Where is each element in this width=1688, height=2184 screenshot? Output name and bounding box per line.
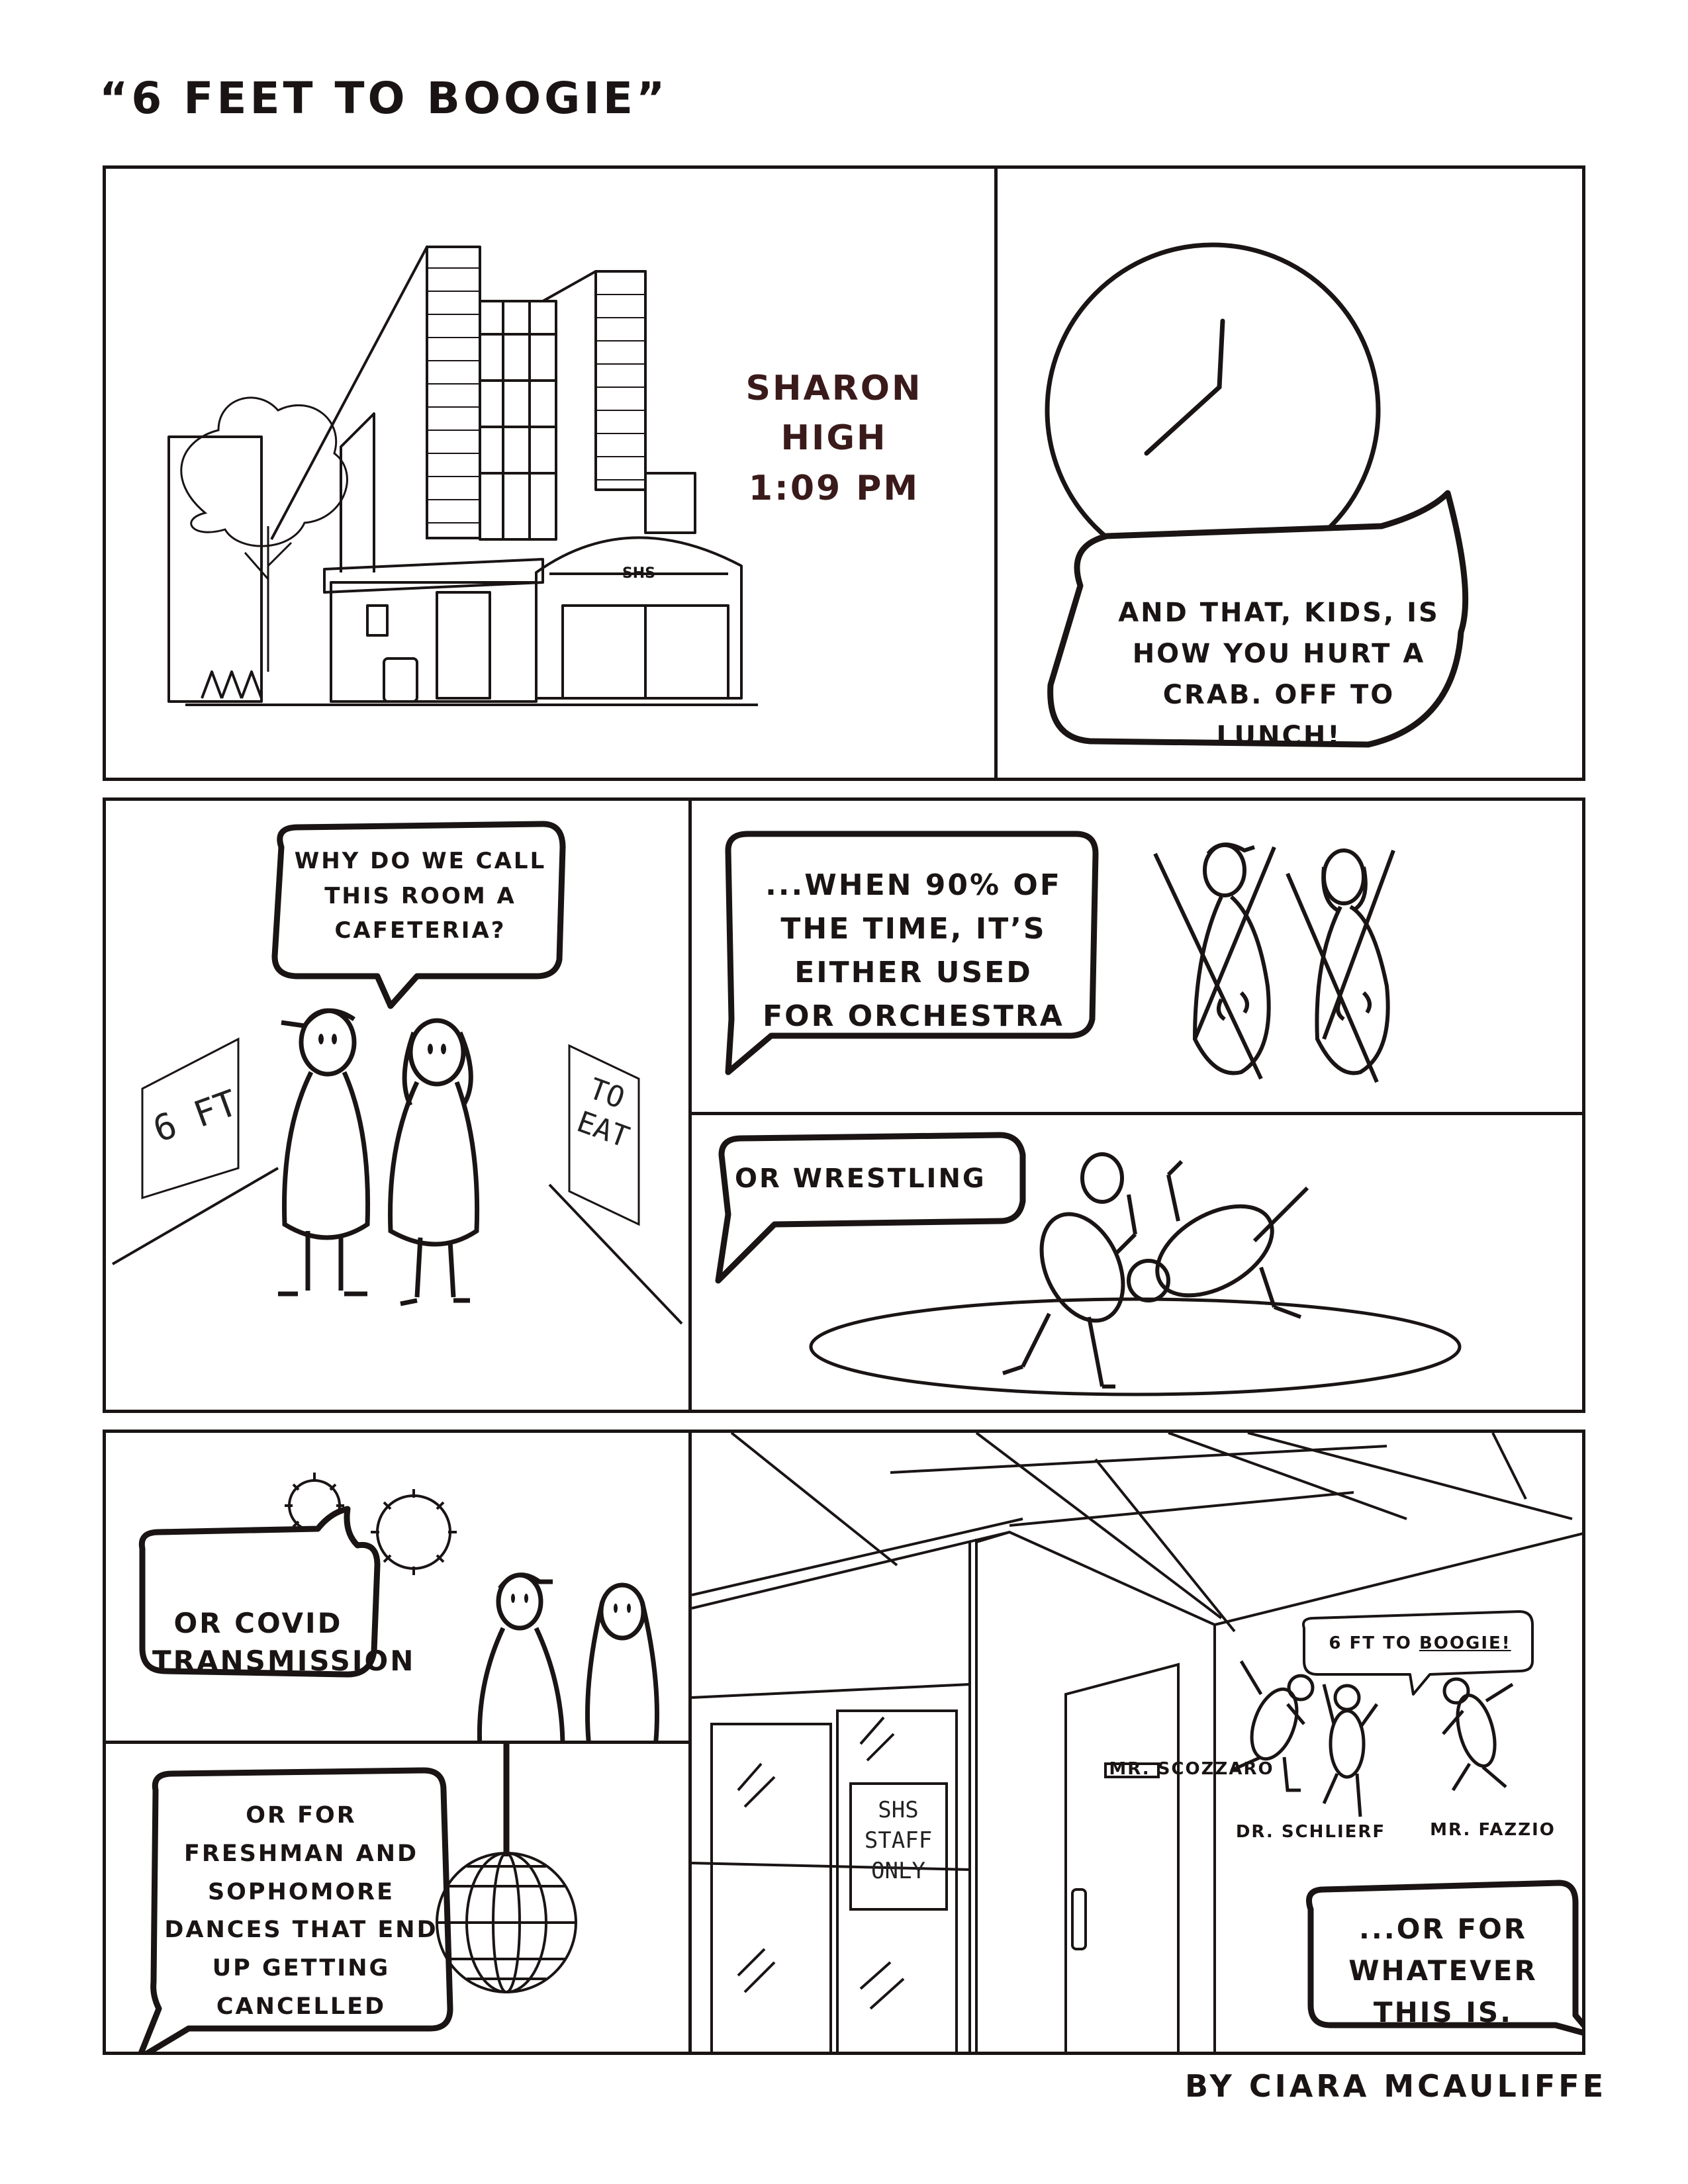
- student-with-cap: [479, 1575, 563, 1744]
- panel-school-building: [103, 165, 998, 781]
- panel-dances: [103, 1741, 692, 2055]
- panel-orchestra: [688, 797, 1585, 1115]
- panel-cafeteria: [103, 797, 692, 1413]
- boogie-speech: [1314, 1630, 1526, 1657]
- orchestra-speech: ...WHEN 90% OF THE TIME, IT’S EITHER USED FOR ORCHESTRA: [763, 868, 1064, 1033]
- name-schlierf: DR. SCHLIERF: [1235, 1822, 1386, 1842]
- panel-wrestling: [688, 1112, 1585, 1413]
- time-caption: [715, 364, 953, 514]
- clock-hands: [1147, 321, 1223, 453]
- cafeteria-question: WHY DO WE CALL THIS ROOM A CAFETERIA?: [294, 848, 547, 944]
- sign-6ft-text: 6 FT: [148, 1081, 243, 1151]
- cello-player-1: [1155, 844, 1274, 1079]
- sign-to-eat-line2: EAT: [572, 1105, 634, 1155]
- wrestling-mat: [811, 1299, 1460, 1394]
- student-long-hair: [588, 1585, 657, 1744]
- staff-only-sign-text: [859, 1796, 938, 1887]
- panel-hallway: [688, 1430, 1585, 2055]
- staff-sign-line1: SHS: [878, 1797, 919, 1823]
- wrestler-2: [1129, 1161, 1307, 1317]
- covid-speech: OR COVID TRANSMISSION: [152, 1607, 416, 1677]
- author-byline: BY CIARA MCAULIFFE: [1185, 2068, 1607, 2104]
- sign-to-eat-line1: TO: [585, 1071, 630, 1116]
- whatever-speech: ...OR FOR WHATEVER THIS IS.: [1348, 1913, 1538, 2028]
- teacher-schlierf: [1324, 1684, 1377, 1817]
- student-long-hair: [391, 1021, 477, 1304]
- teacher-fazzio: [1443, 1679, 1513, 1790]
- staff-sign-line3: ONLY: [871, 1857, 925, 1884]
- tree-icon: [181, 398, 348, 672]
- student-with-cap: [278, 1011, 368, 1294]
- panel-clock: [994, 165, 1585, 781]
- building-sign-text: SHS: [622, 565, 656, 582]
- wrestling-speech: OR WRESTLING: [735, 1163, 986, 1194]
- caption-location: SHARON HIGH: [745, 369, 923, 459]
- name-scozzaro: MR. SCOZZARO: [1109, 1759, 1274, 1779]
- disco-ball-icon: [437, 1853, 576, 1992]
- teacher-speech: AND THAT, KIDS, IS HOW YOU HURT A CRAB. OFF TO LUNCH!: [1118, 598, 1440, 751]
- boogie-speech-prefix: 6 FT TO: [1329, 1633, 1419, 1653]
- name-fazzio: MR. FAZZIO: [1430, 1820, 1556, 1840]
- caption-time: 1:09 PM: [748, 468, 920, 508]
- dances-speech: OR FOR FRESHMAN AND SOPHOMORE DANCES THAT END UP GETTING CANCELLED: [164, 1802, 438, 2020]
- staff-sign-line2: STAFF: [864, 1827, 933, 1854]
- speech-bubble: [718, 1135, 1023, 1281]
- cello-player-2: [1288, 850, 1393, 1082]
- comic-title: “6 FEET TO BOOGIE”: [99, 73, 669, 124]
- boogie-speech-emph: BOOGIE!: [1419, 1633, 1511, 1653]
- panel-covid: [103, 1430, 692, 1744]
